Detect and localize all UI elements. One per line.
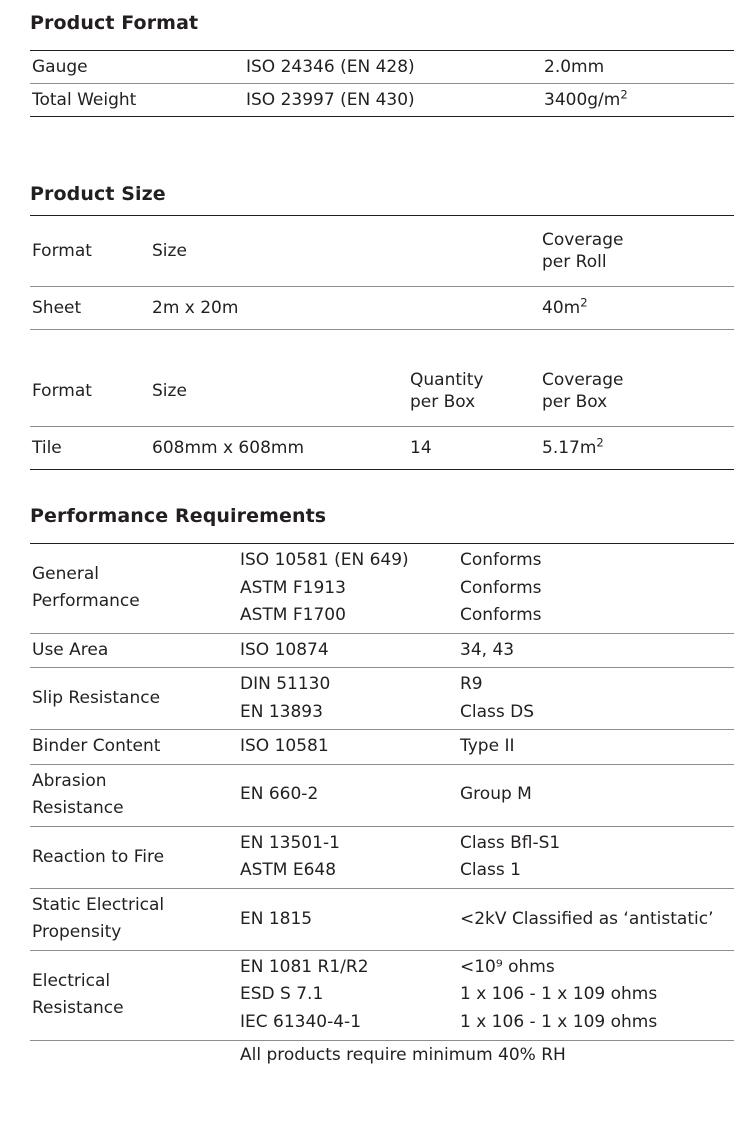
cell-standard-line: ISO 10581 (EN 649) [240, 550, 409, 570]
cell-coverage-text: 40m [542, 297, 581, 318]
cell-value-superscript: 2 [620, 87, 628, 102]
cell-value [460, 950, 734, 1040]
table-spacer-row [30, 330, 734, 357]
cell-property-line: Electrical [32, 970, 111, 991]
table-row [30, 544, 734, 634]
header-coverage-line2: per Box [542, 392, 608, 412]
performance-note: All products require minimum 40% RH [240, 1044, 566, 1065]
cell-property-line: Abrasion [32, 770, 107, 791]
cell-value-line: <2kV Classified as ‘antistatic’ [460, 908, 714, 929]
cell-standard-line: EN 1815 [240, 908, 313, 929]
cell-label: Total Weight [30, 84, 246, 117]
table-row [30, 84, 734, 117]
cell-property [30, 764, 240, 826]
cell-property-line: Slip Resistance [32, 687, 161, 708]
cell-value [460, 826, 734, 888]
cell-property-line: Propensity [32, 922, 122, 943]
cell-standard-line: ISO 10581 [240, 736, 329, 757]
cell-standard: ISO 23997 (EN 430) [246, 84, 544, 117]
header-format: Format [30, 216, 152, 287]
cell-value-line: 1 x 106 - 1 x 109 ohms [460, 984, 658, 1005]
cell-value [460, 888, 734, 950]
cell-format: Sheet [30, 287, 152, 330]
header-size: Size [152, 356, 410, 427]
cell-property [30, 888, 240, 950]
cell-property-line: Use Area [32, 639, 109, 660]
cell-value-line: Conforms [460, 605, 542, 626]
table-row [30, 888, 734, 950]
table-header-row [30, 356, 734, 427]
header-quantity [410, 216, 542, 287]
cell-property [30, 544, 240, 634]
product-format-table [30, 50, 734, 117]
cell-value [460, 764, 734, 826]
cell-coverage-text: 5.17m [542, 437, 597, 458]
cell-standard-line: ASTM F1700 [240, 605, 346, 626]
cell-value [460, 730, 734, 765]
cell-value: 2.0mm [544, 51, 734, 84]
table-row [30, 950, 734, 1040]
table-row [30, 764, 734, 826]
cell-value-text: 3400g/m [544, 89, 621, 110]
cell-property [30, 633, 240, 668]
cell-property-line: Binder Content [32, 736, 161, 757]
cell-property-line: General [32, 563, 99, 584]
cell-property [30, 950, 240, 1040]
cell-value-line: R9 [460, 674, 483, 695]
spacer-cell [30, 330, 734, 357]
cell-label: Gauge [30, 51, 246, 84]
cell-standard [240, 888, 460, 950]
cell-standard [240, 633, 460, 668]
table-row [30, 427, 734, 470]
cell-coverage [542, 427, 734, 470]
cell-standard-line: ESD S 7.1 [240, 984, 324, 1005]
cell-standard [240, 764, 460, 826]
header-coverage [542, 356, 734, 427]
cell-property-line: Static Electrical [32, 894, 165, 915]
cell-size: 608mm x 608mm [152, 427, 410, 470]
cell-property-line: Reaction to Fire [32, 846, 165, 867]
header-coverage-line2: per Roll [542, 252, 607, 272]
cell-value-line: Conforms [460, 550, 542, 570]
cell-standard [240, 544, 460, 634]
header-coverage-line1: Coverage [542, 229, 624, 250]
cell-standard [240, 950, 460, 1040]
cell-standard-line: ASTM E648 [240, 860, 337, 881]
header-coverage [542, 216, 734, 287]
cell-value [460, 633, 734, 668]
table-header-row [30, 216, 734, 287]
performance-requirements-table [30, 543, 734, 1069]
cell-size: 2m x 20m [152, 287, 410, 330]
section-title-product-format: Product Format [30, 12, 199, 34]
table-row [30, 668, 734, 730]
cell-standard-line: EN 13501-1 [240, 832, 340, 853]
table-row [30, 826, 734, 888]
table-row [30, 633, 734, 668]
cell-format: Tile [30, 427, 152, 470]
cell-value [544, 84, 734, 117]
section-title-performance-requirements: Performance Requirements [30, 505, 327, 527]
product-size-table [30, 215, 734, 470]
header-quantity-line2: per Box [410, 392, 476, 412]
cell-standard [240, 668, 460, 730]
header-quantity-line1: Quantity [410, 369, 484, 390]
cell-property-line: Resistance [32, 998, 124, 1019]
cell-property [30, 668, 240, 730]
cell-value-line: Class Bfl-S1 [460, 832, 561, 853]
cell-value-line: Class 1 [460, 860, 521, 881]
cell-standard-line: DIN 51130 [240, 674, 331, 695]
table-row [30, 730, 734, 765]
cell-property-line: Resistance [32, 798, 124, 819]
cell-value-line: 34, 43 [460, 639, 515, 660]
header-coverage-line1: Coverage [542, 369, 624, 390]
note-spacer [30, 1040, 240, 1069]
cell-property [30, 730, 240, 765]
cell-quantity: 14 [410, 427, 542, 470]
header-format: Format [30, 356, 152, 427]
table-row [30, 287, 734, 330]
cell-value [460, 668, 734, 730]
header-quantity [410, 356, 542, 427]
cell-value-line: <10⁹ ohms [460, 956, 555, 977]
cell-standard [240, 730, 460, 765]
cell-quantity [410, 287, 542, 330]
cell-standard [240, 826, 460, 888]
cell-value-line: Class DS [460, 701, 535, 722]
cell-value-line: Type II [460, 736, 515, 757]
cell-coverage-superscript: 2 [580, 295, 588, 310]
cell-standard-line: ASTM F1913 [240, 577, 346, 598]
cell-standard-line: EN 13893 [240, 701, 323, 722]
cell-standard-line: EN 1081 R1/R2 [240, 956, 369, 977]
cell-property [30, 826, 240, 888]
table-note-row [30, 1040, 734, 1069]
cell-standard: ISO 24346 (EN 428) [246, 51, 544, 84]
cell-value-line: 1 x 106 - 1 x 109 ohms [460, 1011, 658, 1032]
cell-coverage-superscript: 2 [596, 435, 604, 450]
cell-value [460, 544, 734, 634]
cell-standard-line: IEC 61340-4-1 [240, 1011, 362, 1032]
cell-value-line: Group M [460, 784, 532, 805]
section-title-product-size: Product Size [30, 183, 166, 205]
cell-standard-line: EN 660-2 [240, 784, 319, 805]
cell-standard-line: ISO 10874 [240, 639, 329, 660]
cell-property-line: Performance [32, 591, 140, 612]
header-size: Size [152, 216, 410, 287]
cell-value-line: Conforms [460, 577, 542, 598]
table-row [30, 51, 734, 84]
cell-coverage [542, 287, 734, 330]
